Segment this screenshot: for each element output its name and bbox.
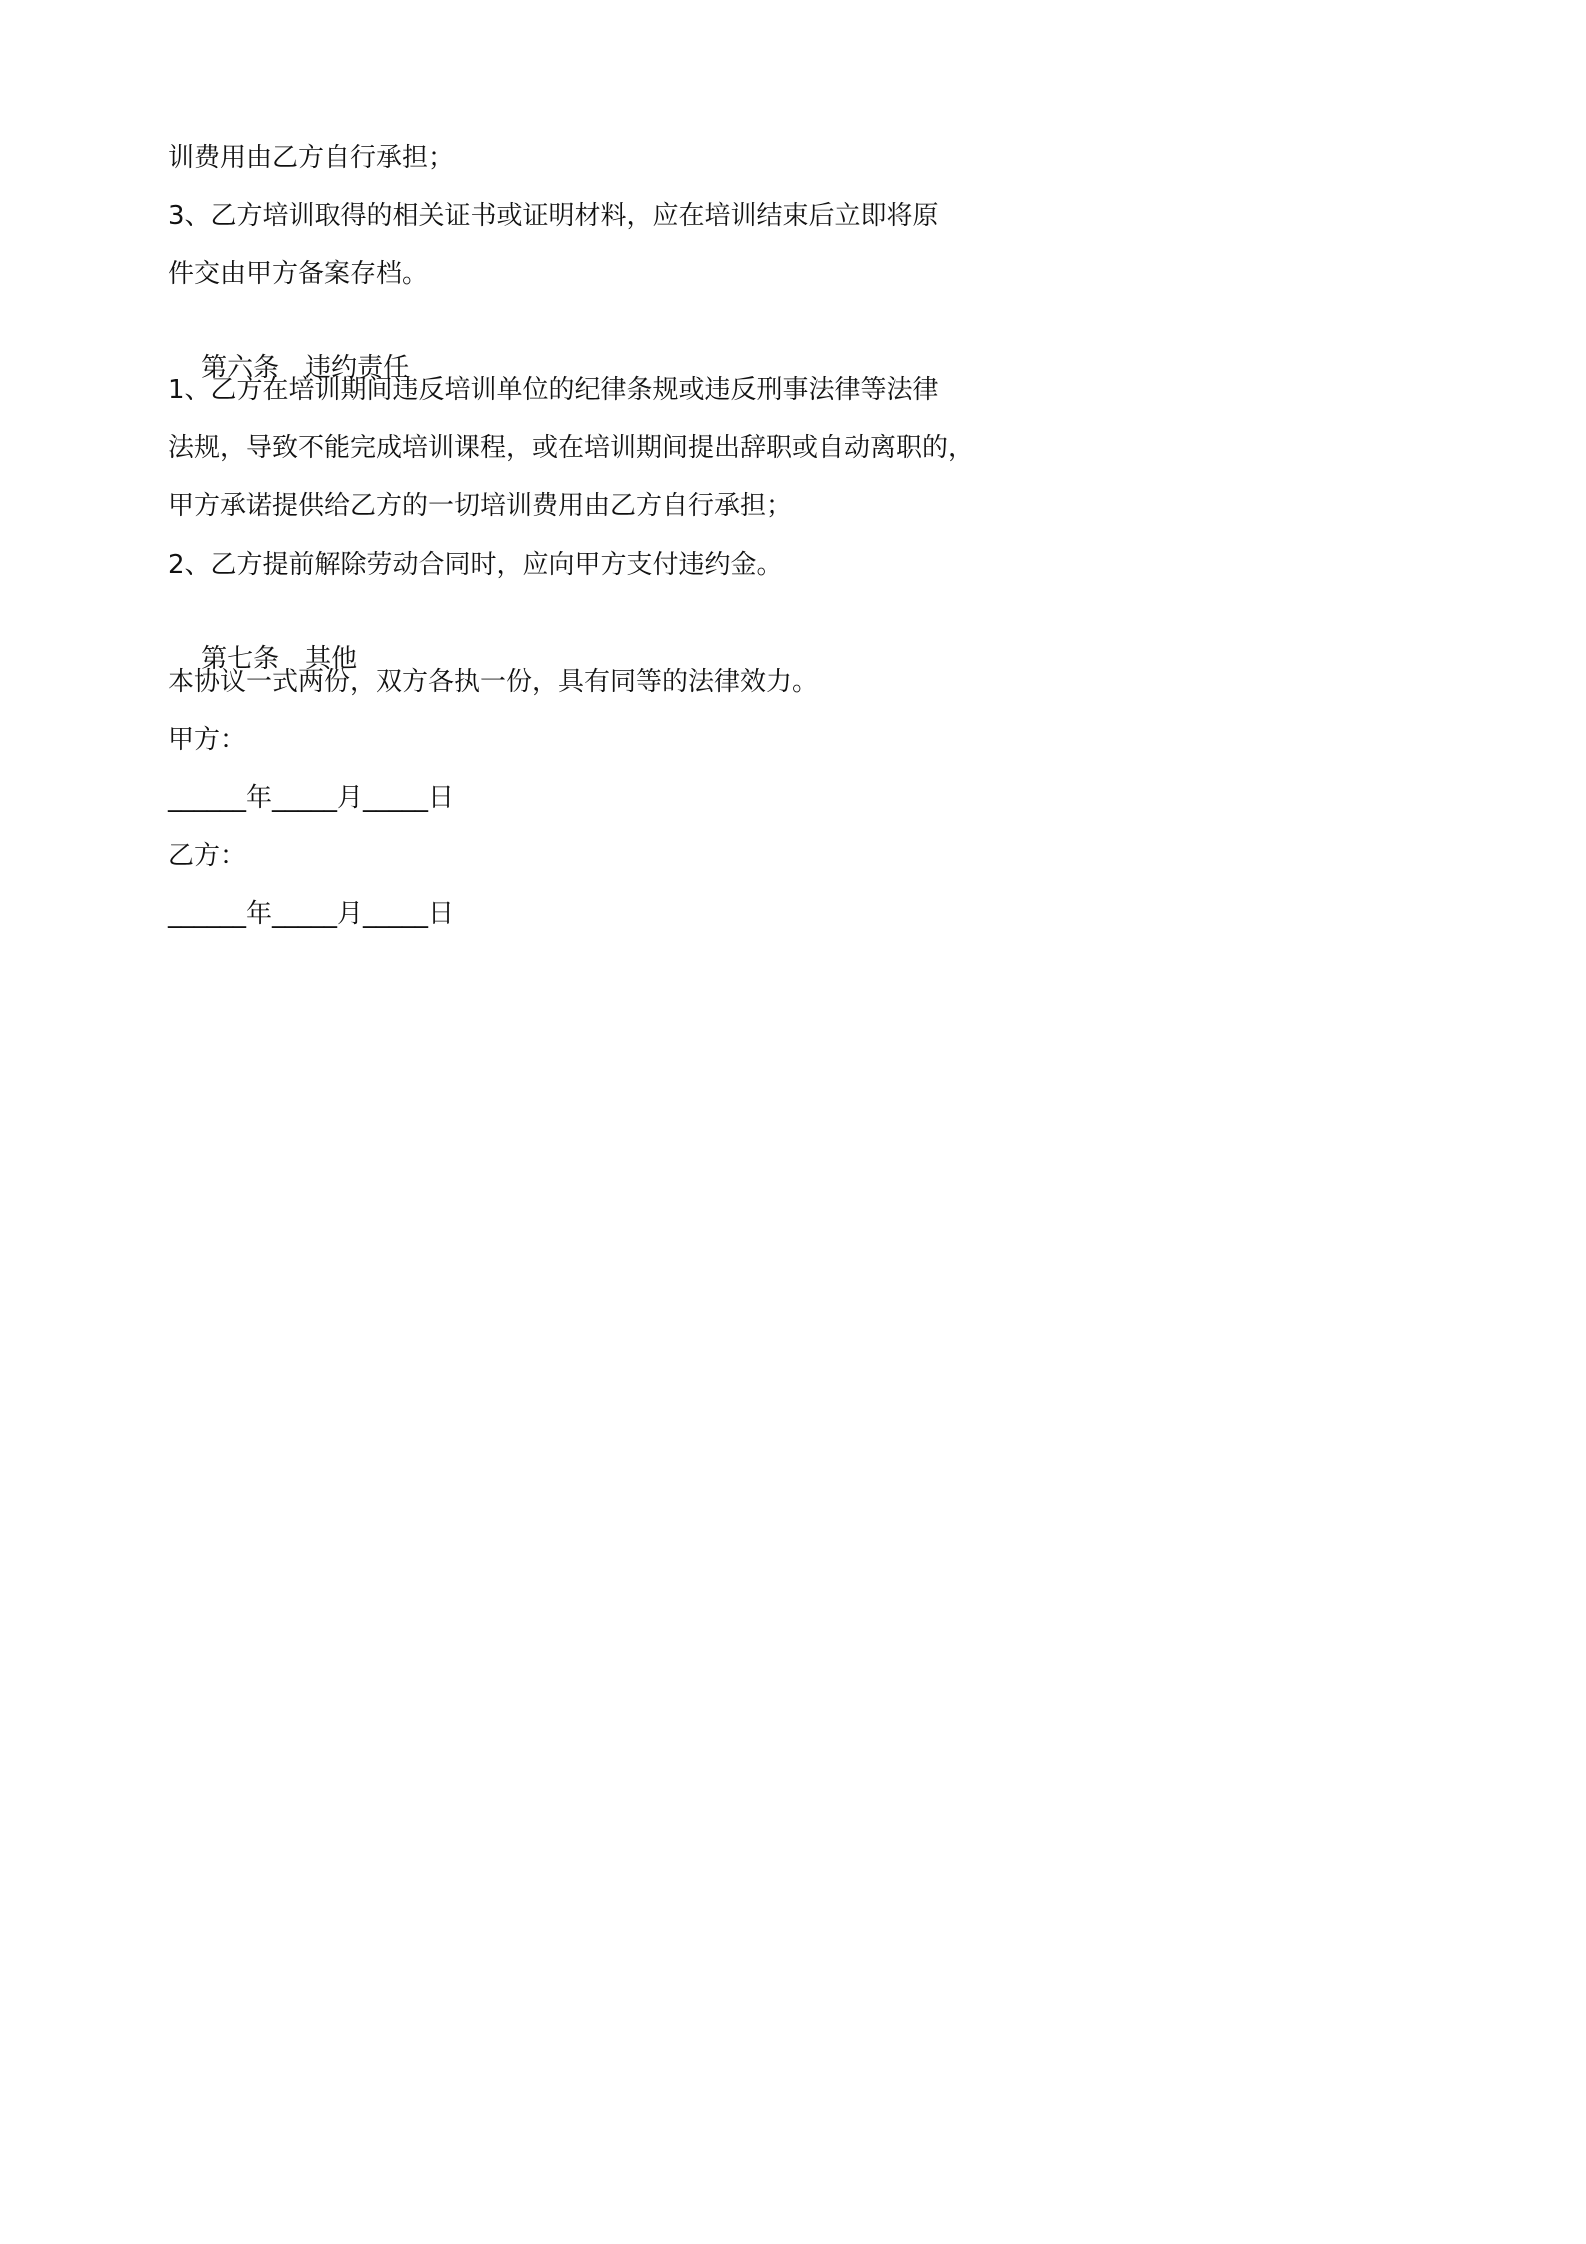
party-b-label: 乙方： <box>168 841 247 871</box>
article-7-number: 第七条 <box>201 644 280 674</box>
party-a-date-line: ______年_____月_____日 <box>168 783 455 813</box>
article-6-item-1-line-2: 法规，导致不能完成培训课程，或在培训期间提出辞职或自动离职的， <box>168 433 975 463</box>
article-6-title: 违约责任 <box>305 353 410 383</box>
article-6-number: 第六条 <box>201 353 280 383</box>
article-6-item-1-line-1: 1、乙方在培训期间违反培训单位的纪律条规或违反刑事法律等法律 <box>168 375 939 405</box>
clause-item-3-line-1: 3、乙方培训取得的相关证书或证明材料，应在培训结束后立即将原 <box>168 201 939 231</box>
paragraph-continuation: 训费用由乙方自行承担； <box>168 143 455 173</box>
clause-item-3-line-2: 件交由甲方备案存档。 <box>168 259 429 289</box>
article-6-item-1-line-3: 甲方承诺提供给乙方的一切培训费用由乙方自行承担； <box>168 491 793 521</box>
article-7-body: 本协议一式两份，双方各执一份，具有同等的法律效力。 <box>168 667 819 697</box>
party-a-label: 甲方： <box>168 725 247 755</box>
document-page <box>0 0 1102 1559</box>
party-b-date-line: ______年_____月_____日 <box>168 899 455 929</box>
article-6-item-2: 2、乙方提前解除劳动合同时，应向甲方支付违约金。 <box>168 550 783 580</box>
article-7-title: 其他 <box>305 644 358 674</box>
